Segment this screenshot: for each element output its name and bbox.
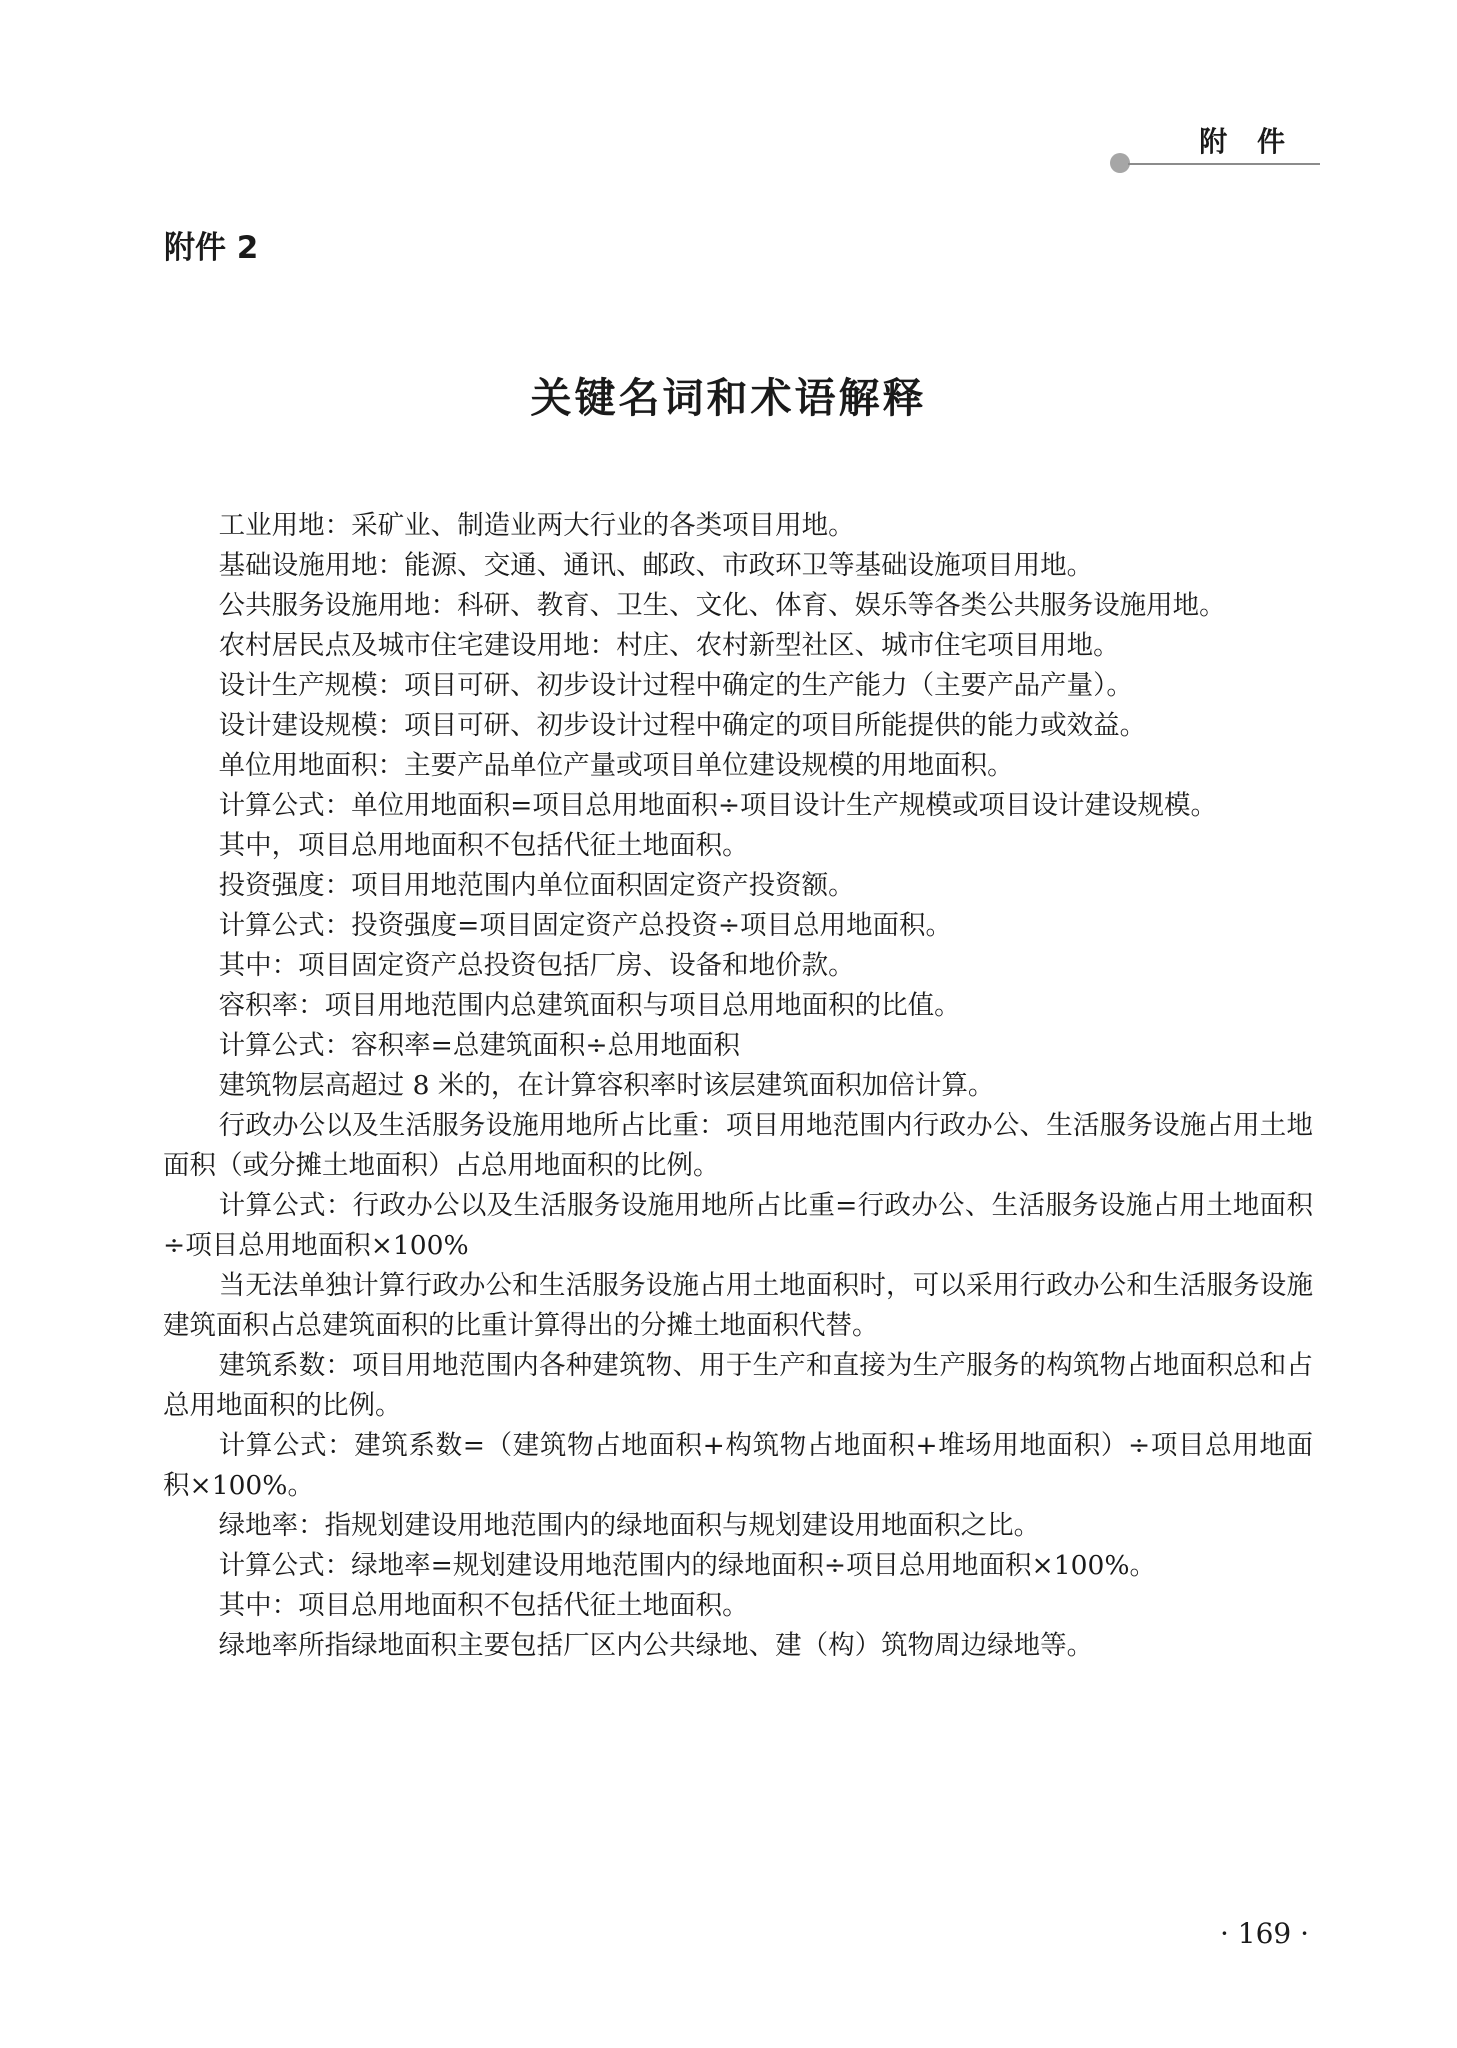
- paragraph-unit-land-area: 单位用地面积：主要产品单位产量或项目单位建设规模的用地面积。: [218, 750, 1014, 781]
- document-title: 关键名词和术语解释: [530, 374, 927, 422]
- paragraph-building-coefficient: 建筑系数：项目用地范围内各种建筑物、用于生产和直接为生产服务的构筑物占地面积总和占总用地面积的比例。: [163, 1350, 1313, 1421]
- paragraph-residential-land: 农村居民点及城市住宅建设用地：村庄、农村新型社区、城市住宅项目用地。: [218, 630, 1120, 661]
- paragraph-plot-ratio-note: 建筑物层高超过 8 米的，在计算容积率时该层建筑面积加倍计算。: [218, 1070, 995, 1101]
- paragraph-infrastructure-land: 基础设施用地：能源、交通、通讯、邮政、市政环卫等基础设施项目用地。: [218, 550, 1094, 581]
- paragraph-admin-share-note: 当无法单独计算行政办公和生活服务设施占用土地面积时，可以采用行政办公和生活服务设施建筑面积占总建筑面积的比重计算得出的分摊土地面积代替。: [163, 1270, 1313, 1341]
- paragraph-public-service-land: 公共服务设施用地：科研、教育、卫生、文化、体育、娱乐等各类公共服务设施用地。: [218, 590, 1226, 621]
- paragraph-green-ratio: 绿地率：指规划建设用地范围内的绿地面积与规划建设用地面积之比。: [218, 1510, 1041, 1541]
- header-title: 附 件: [1199, 125, 1295, 158]
- paragraph-plot-ratio-formula: 计算公式：容积率=总建筑面积÷总用地面积: [218, 1030, 741, 1061]
- running-header: [1110, 120, 1320, 170]
- paragraph-unit-land-note: 其中，项目总用地面积不包括代征土地面积。: [218, 830, 749, 861]
- paragraph-plot-ratio: 容积率：项目用地范围内总建筑面积与项目总用地面积的比值。: [218, 990, 961, 1021]
- paragraph-industrial-land: 工业用地：采矿业、制造业两大行业的各类项目用地。: [218, 510, 855, 541]
- paragraph-design-production-scale: 设计生产规模：项目可研、初步设计过程中确定的生产能力（主要产品产量）。: [218, 670, 1133, 701]
- paragraph-building-coefficient-formula: 计算公式：建筑系数=（建筑物占地面积+构筑物占地面积+堆场用地面积）÷项目总用地面积×100%。: [163, 1430, 1313, 1501]
- page-number: · 169 ·: [1220, 1917, 1310, 1950]
- paragraph-green-area-scope: 绿地率所指绿地面积主要包括厂区内公共绿地、建（构）筑物周边绿地等。: [218, 1630, 1094, 1661]
- paragraph-investment-intensity: 投资强度：项目用地范围内单位面积固定资产投资额。: [218, 870, 855, 901]
- paragraph-green-ratio-note: 其中：项目总用地面积不包括代征土地面积。: [218, 1590, 749, 1621]
- paragraph-admin-share-formula: 计算公式：行政办公以及生活服务设施用地所占比重=行政办公、生活服务设施占用土地面积÷项目总用地面积×100%: [163, 1190, 1313, 1261]
- paragraph-design-construction-scale: 设计建设规模：项目可研、初步设计过程中确定的项目所能提供的能力或效益。: [218, 710, 1147, 741]
- paragraph-unit-land-formula: 计算公式：单位用地面积=项目总用地面积÷项目设计生产规模或项目设计建设规模。: [218, 790, 1218, 821]
- paragraph-admin-share: 行政办公以及生活服务设施用地所占比重：项目用地范围内行政办公、生活服务设施占用土地面积（或分摊土地面积）占总用地面积的比例。: [163, 1110, 1313, 1181]
- header-rule: [1128, 163, 1320, 165]
- paragraph-investment-note: 其中：项目固定资产总投资包括厂房、设备和地价款。: [218, 950, 855, 981]
- header-bullet-dot: [1110, 153, 1130, 173]
- paragraph-investment-formula: 计算公式：投资强度=项目固定资产总投资÷项目总用地面积。: [218, 910, 953, 941]
- paragraph-green-ratio-formula: 计算公式：绿地率=规划建设用地范围内的绿地面积÷项目总用地面积×100%。: [218, 1550, 1157, 1581]
- attachment-label: 附件 2: [164, 230, 259, 266]
- body-text: [163, 506, 1313, 1666]
